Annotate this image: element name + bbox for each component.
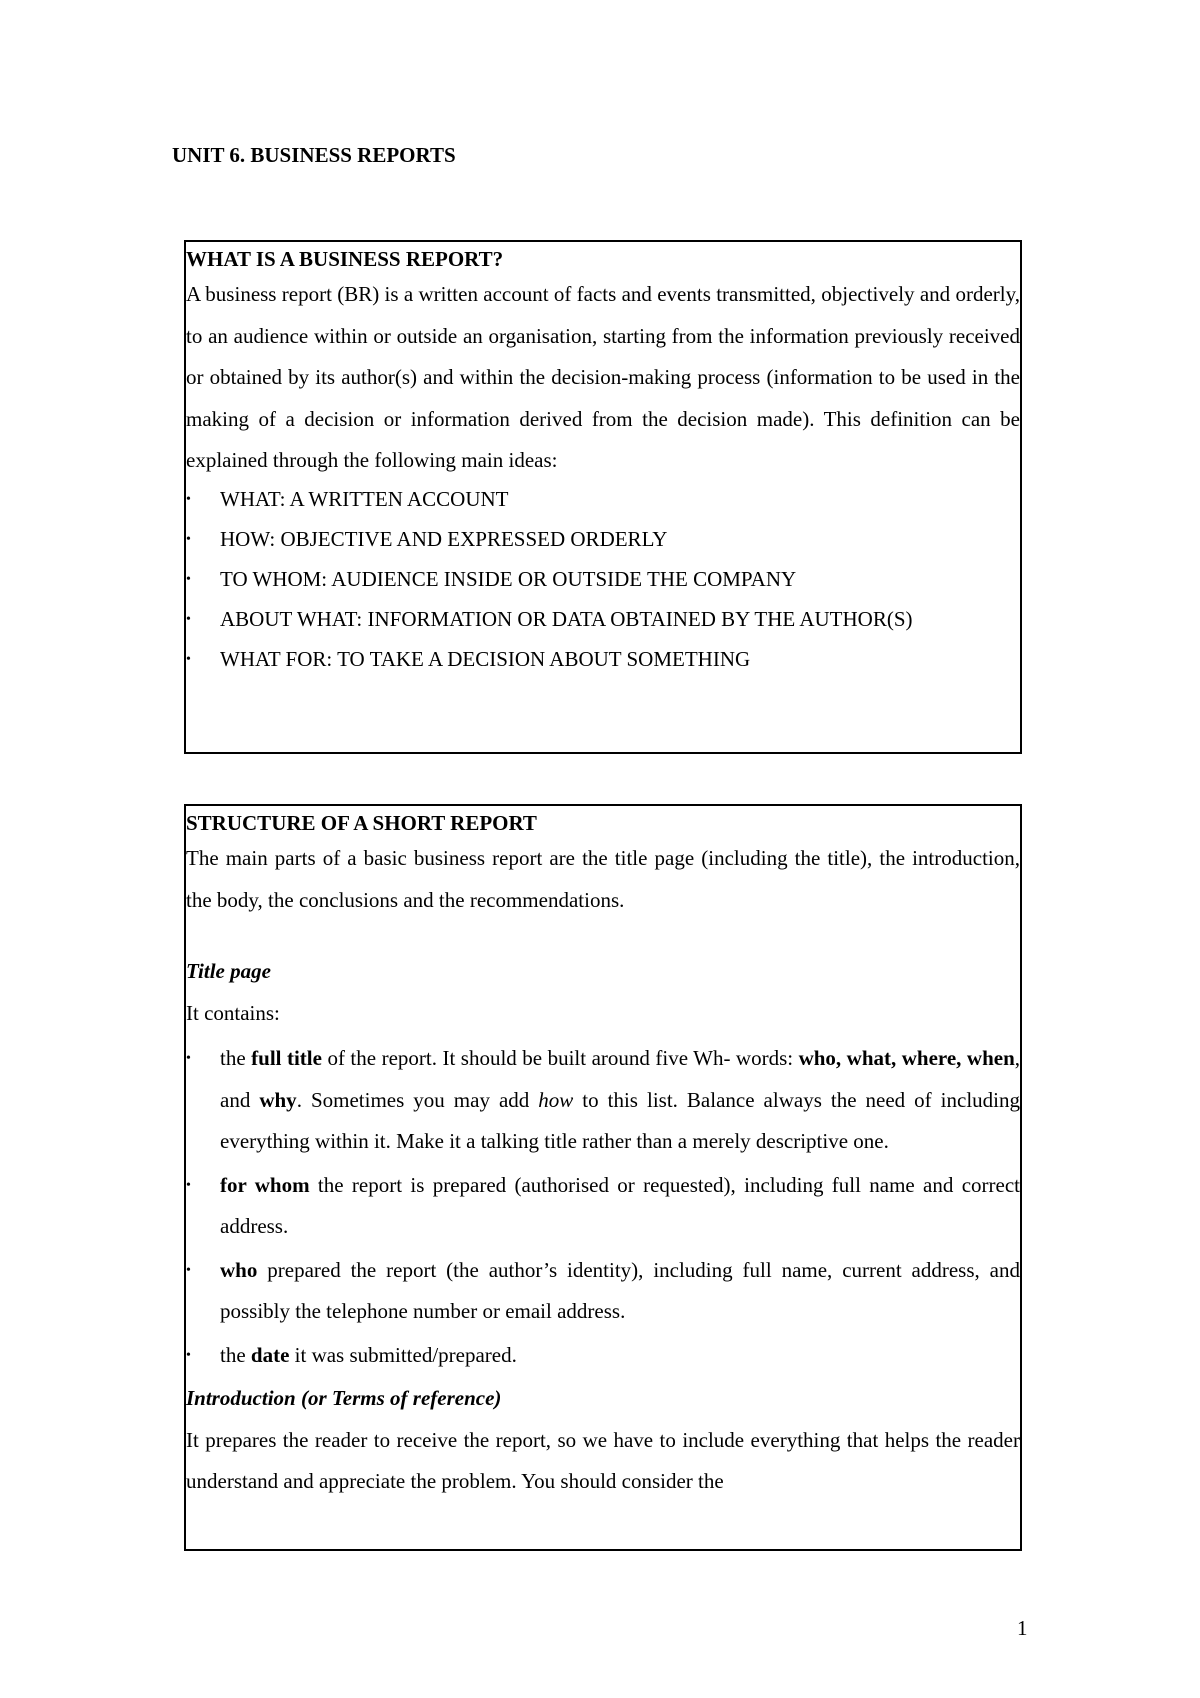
box-heading: STRUCTURE OF A SHORT REPORT [186,811,537,835]
introduction-paragraph: It prepares the reader to receive the report, so we have to include everything that helps the reader understand and appreciate the problem. You should consider the [186,1427,1020,1493]
bullet-icon: • [186,491,191,507]
list-item: • HOW: OBJECTIVE AND EXPRESSED ORDERLY [186,526,668,551]
bullet-icon: • [186,1051,191,1066]
it-contains-text: It contains: [186,1000,280,1025]
list-item: • for whom the report is prepared (authorised or requested), including full name and correct address. [186,1165,1020,1248]
list-item: • the date it was submitted/prepared. [186,1335,1020,1377]
list-item: • WHAT FOR: TO TAKE A DECISION ABOUT SOMETHING [186,646,751,671]
introduction-heading: Introduction (or Terms of reference) [186,1386,502,1410]
bullet-icon: • [186,571,191,587]
bullet-icon: • [186,531,191,547]
bullet-icon: • [186,1347,191,1363]
bullet-icon: • [186,1177,191,1193]
bullet-icon: • [186,651,191,667]
bullet-icon: • [186,611,191,627]
structure-paragraph: The main parts of a basic business report are the title page (including the title), the introduction, the body, the conclusions and the recommendations. [186,846,1020,912]
box-heading: WHAT IS A BUSINESS REPORT? [186,247,504,271]
report-structure-box [184,804,1022,1551]
list-item: • ABOUT WHAT: INFORMATION OR DATA OBTAINED BY THE AUTHOR(S) [186,606,913,631]
main-ideas-list [186,486,1020,673]
title-page-heading: Title page [186,959,271,983]
page-number: 1 [1017,1616,1028,1640]
list-item: • TO WHOM: AUDIENCE INSIDE OR OUTSIDE THE COMPANY [186,566,797,591]
business-report-definition-box [184,240,1022,754]
definition-paragraph: A business report (BR) is a written account of facts and events transmitted, objectively and orderly, to an audience within or outside an organisation, starting from the information previously received or obtained by its author(s) and within the decision-making process (information to be used in the making of a decision or information derived from the decision made). This definition can be explained through the following main ideas: [186,282,1020,472]
unit-title: UNIT 6. BUSINESS REPORTS [172,143,456,167]
list-item: • the full title of the report. It should be built around five Wh- words: who, what, where, when, and why. Sometimes you may add how to this list. Balance always the need of including everything within it. Make it a talking title rather than a merely descriptive one. [186,1038,1020,1163]
list-item: • WHAT: A WRITTEN ACCOUNT [186,486,509,511]
title-page-list [186,1038,1020,1376]
list-item: • who prepared the report (the author’s identity), including full name, current address, and possibly the telephone number or email address. [186,1250,1020,1333]
bullet-icon: • [186,1262,191,1278]
